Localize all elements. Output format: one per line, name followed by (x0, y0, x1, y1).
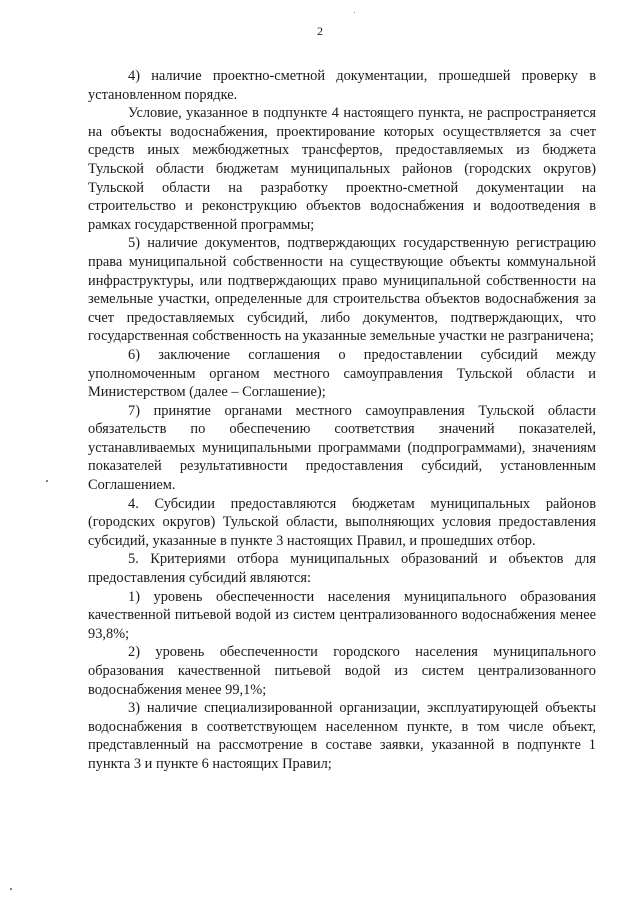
scan-speck (46, 480, 48, 482)
scan-speck (10, 888, 12, 890)
scan-speck (354, 12, 355, 13)
page-number: 2 (317, 24, 323, 38)
paragraph-criterion-1: 1) уровень обеспеченности населения муниципального образования качественной питьевой водой из систем централизованного водоснабжения менее 93,8%; (88, 588, 596, 642)
paragraph-criterion-2: 2) уровень обеспеченности городского населения муниципального образования качественной питьевой водой из систем централизованного водоснабжения менее 99,1%; (88, 644, 596, 698)
paragraph-item-7-obligations: 7) принятие органами местного самоуправления Тульской области обязательств по обеспечению соответствия значений показателей, устанавливаемых муниципальными программами (подпрограммами), значениям показателей результативности предоставления субсидий, установленным Соглашением. (88, 402, 596, 494)
paragraph-criterion-3: 3) наличие специализированной организации, эксплуатирующей объекты водоснабжения в соответствующем населенном пункте, в том числе объект, представленный на рассмотрение в составе заявки, указанной в подпункте 1 пункта 3 и пункте 6 настоящих Правил; (88, 700, 596, 772)
document-body (88, 67, 596, 774)
paragraph-item-4-project-documentation: 4) наличие проектно-сметной документации, прошедшей проверку в установленном порядке. (88, 68, 596, 103)
paragraph-clause-4-subsidies: 4. Субсидии предоставляются бюджетам муниципальных районов (городских округов) Тульской области, выполняющих условия предоставления субсидий, указанные в пункте 3 настоящих Правил, и прошедших отбор. (88, 495, 596, 549)
paragraph-clause-5-criteria: 5. Критериями отбора муниципальных образований и объектов для предоставления субсидий являются: (88, 551, 596, 587)
paragraph-condition-exception: Условие, указанное в подпункте 4 настоящего пункта, не распространяется на объекты водоснабжения, проектирование которых осуществляется за счет средств иных межбюджетных трансфертов, предоставляемых из бюджета Тульской области бюджетам муниципальных районов (городских округов) Тульской области на разработку проектно-сметной документации на строительство и реконструкцию объектов водоснабжения и водоотведения в рамках государственной программы; (88, 105, 596, 233)
paragraph-item-6-agreement: 6) заключение соглашения о предоставлении субсидий между уполномоченным органом местного самоуправления Тульской области и Министерством (далее – Соглашение); (88, 346, 596, 401)
paragraph-item-5-ownership-documents: 5) наличие документов, подтверждающих государственную регистрацию права муниципальной собственности на существующие объекты коммунальной инфраструктуры, или подтверждающих право муниципальной собственности на земельные участки, определенные для строительства объектов водоснабжения за счет предоставляемых субсидий, либо документов, подтверждающих, что государственная собственность на указанные земельные участки не разграничена; (88, 235, 596, 345)
